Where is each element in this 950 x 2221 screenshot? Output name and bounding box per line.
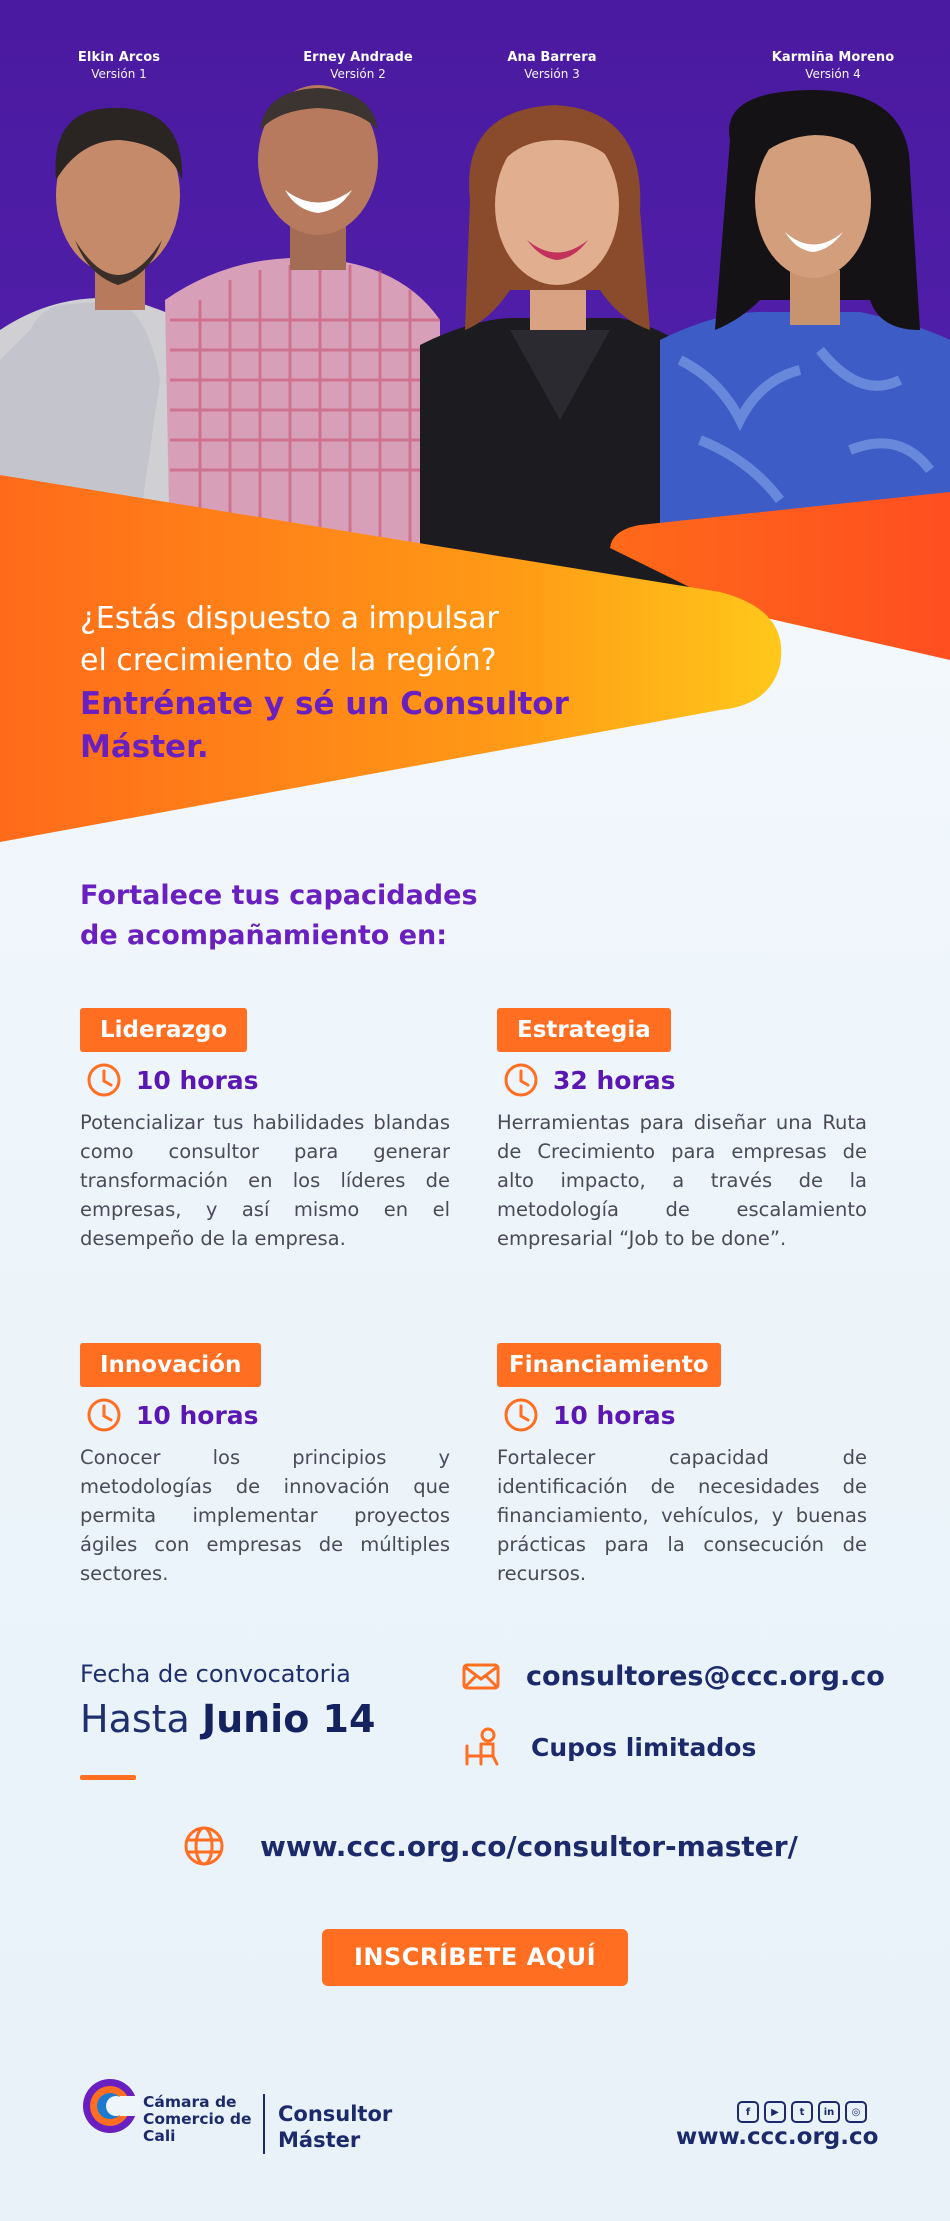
instagram-icon[interactable]: ◎ [845, 2101, 867, 2123]
fecha-label: Fecha de convocatoria [80, 1660, 351, 1688]
hero-question-line-1: ¿Estás dispuesto a impulsar [80, 601, 499, 636]
cupos-text: Cupos limitados [531, 1732, 757, 1762]
mail-icon [461, 1660, 501, 1692]
course-card-liderazgo [80, 1008, 450, 1253]
org-line-2: Comercio de [143, 2110, 252, 2128]
person-name: Karmiña Moreno [771, 50, 895, 65]
course-card-innovacion [80, 1343, 450, 1588]
course-hours [497, 1060, 867, 1100]
course-hours [80, 1060, 450, 1100]
inscribete-button[interactable]: INSCRÍBETE AQUÍ [322, 1929, 628, 1986]
section-title-line-1: Fortalece tus capacidades [80, 880, 478, 911]
course-description: Conocer los principios y metodologías de innovación que permita implementar proyectos ágiles con empresas de múltiples sectores. [80, 1446, 450, 1585]
clock-icon [503, 1397, 539, 1433]
footer-divider [263, 2094, 265, 2154]
hero-cta-line-1: Entrénate y sé un Consultor [80, 686, 569, 722]
clock-icon [503, 1062, 539, 1098]
program-line-1: Consultor [278, 2102, 393, 2126]
course-card-estrategia [497, 1008, 867, 1253]
facebook-icon[interactable]: f [737, 2101, 759, 2123]
linkedin-icon[interactable]: in [818, 2101, 840, 2123]
website-link[interactable]: www.ccc.org.co/consultor-master/ [260, 1829, 798, 1863]
fecha-prefix: Hasta [80, 1697, 190, 1741]
person-name: Erney Andrade [303, 50, 413, 65]
person-name: Elkin Arcos [77, 50, 161, 65]
camara-comercio-name [143, 2094, 252, 2145]
section-title [80, 876, 580, 956]
twitter-icon[interactable]: t [791, 2101, 813, 2123]
email-row[interactable] [461, 1660, 885, 1692]
course-description: Potencializar tus habilidades blandas como consultor para generar transformación en los líderes de empresas, y así mismo en el desempeño de la empresa. [80, 1111, 450, 1250]
hero-question-line-2: el crecimiento de la región? [80, 643, 497, 678]
person-version: Versión 3 [524, 67, 580, 81]
hero-cta-line-2: Máster. [80, 729, 209, 765]
camara-comercio-logo-icon [80, 2076, 140, 2136]
course-description: Fortalecer capacidad de identificación de necesidades de financiamiento, vehículos, y buenas prácticas para la consecución de recursos. [497, 1446, 867, 1585]
course-hours [80, 1395, 450, 1435]
course-tag: Innovación [80, 1343, 261, 1387]
fecha-value [80, 1697, 375, 1741]
person-seat-icon [461, 1726, 503, 1768]
person-version: Versión 4 [805, 67, 861, 81]
cupos-row [461, 1726, 756, 1768]
org-line-1: Cámara de [143, 2093, 237, 2111]
course-hours-value: 10 horas [136, 1065, 259, 1095]
fecha-date: Junio 14 [201, 1697, 376, 1741]
course-hours [497, 1395, 867, 1435]
fecha-underline [80, 1775, 136, 1780]
email-link[interactable]: consultores@ccc.org.co [526, 1660, 885, 1692]
course-tag: Estrategia [497, 1008, 671, 1052]
course-tag: Financiamiento [497, 1343, 721, 1387]
globe-icon [183, 1825, 225, 1867]
website-row[interactable] [183, 1825, 798, 1867]
course-hours-value: 10 horas [553, 1400, 676, 1430]
course-hours-value: 10 horas [136, 1400, 259, 1430]
clock-icon [86, 1397, 122, 1433]
course-tag: Liderazgo [80, 1008, 247, 1052]
clock-icon [86, 1062, 122, 1098]
youtube-icon[interactable]: ▶ [764, 2101, 786, 2123]
program-line-2: Máster [278, 2128, 361, 2152]
person-version: Versión 2 [330, 67, 386, 81]
course-card-financiamiento [497, 1343, 867, 1588]
footer-website-link[interactable]: www.ccc.org.co [676, 2124, 879, 2150]
hero-text-block [80, 598, 680, 768]
org-line-3: Cali [143, 2127, 176, 2145]
consultor-master-brand [278, 2101, 392, 2153]
person-name: Ana Barrera [507, 50, 597, 65]
course-description: Herramientas para diseñar una Ruta de Crecimiento para empresas de alto impacto, a través de la metodología de escalamiento empresarial “Job to be done”. [497, 1111, 867, 1250]
person-version: Versión 1 [91, 67, 147, 81]
course-hours-value: 32 horas [553, 1065, 676, 1095]
section-title-line-2: de acompañamiento en: [80, 920, 448, 951]
social-links [737, 2101, 867, 2123]
